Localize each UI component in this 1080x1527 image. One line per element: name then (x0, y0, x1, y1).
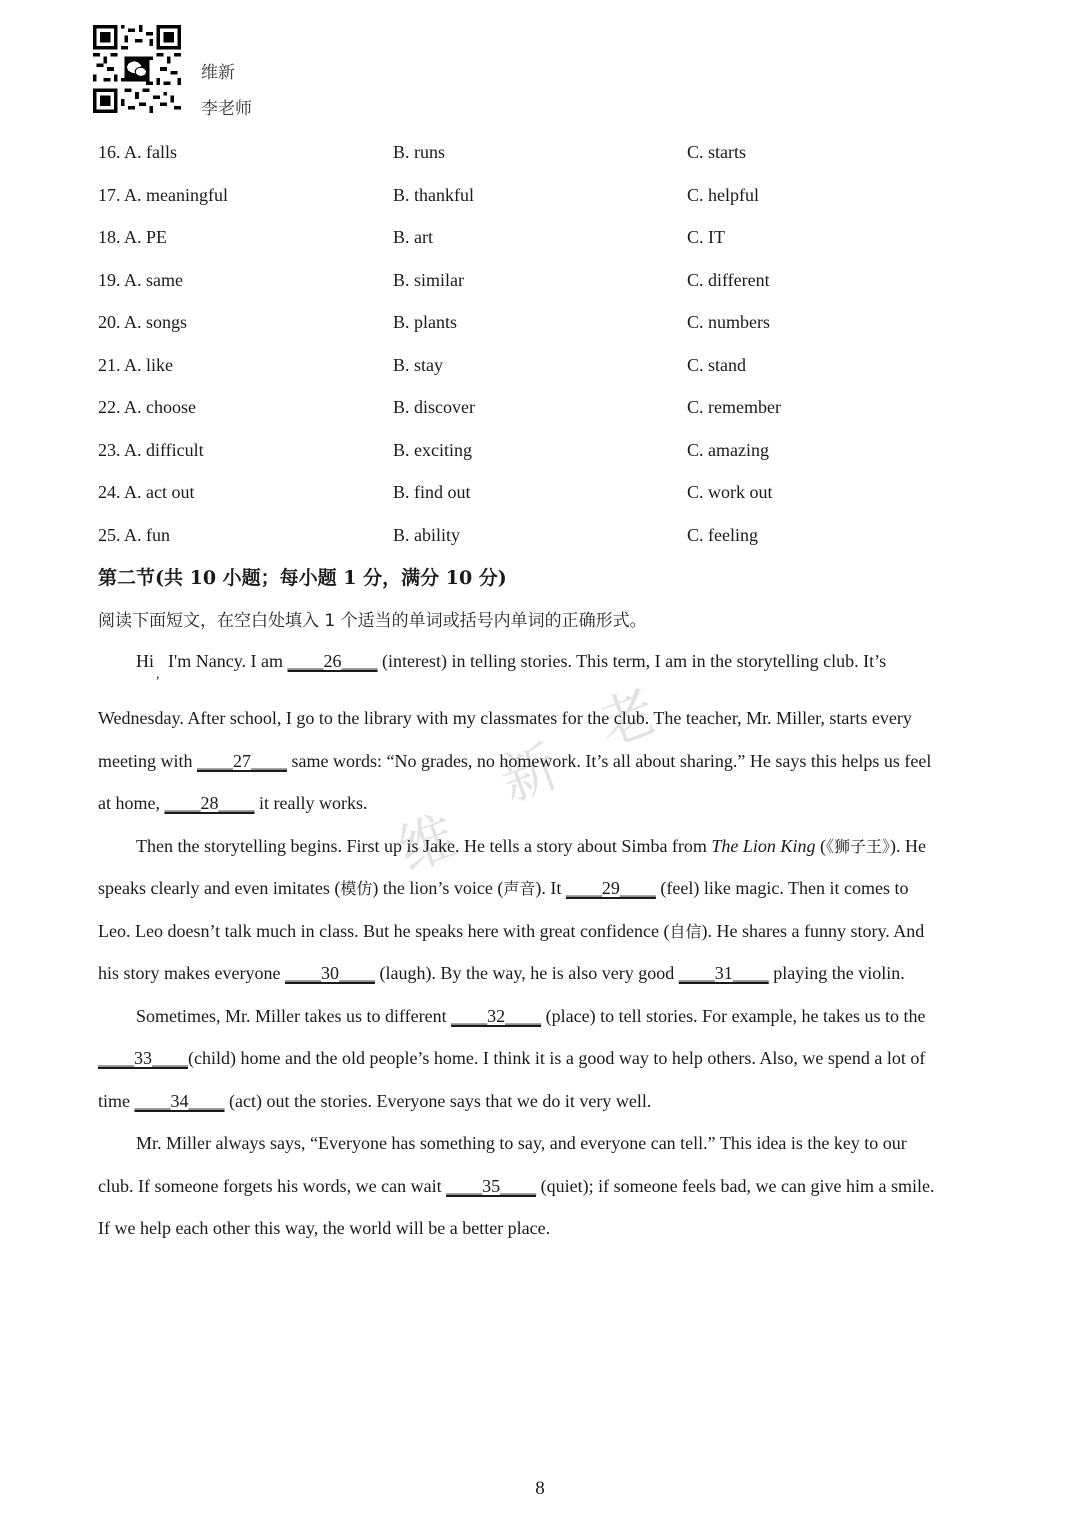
option-c: C. helpful (687, 184, 759, 205)
option-a: 16. A. falls (98, 142, 177, 162)
watermark-char: 维 (390, 804, 465, 885)
passage-line: If we help each other this way, the world will be a better place. (98, 1218, 551, 1238)
option-b: B. art (393, 227, 433, 247)
option-b: B. similar (393, 269, 464, 290)
blank-27: ____27____ (196, 751, 287, 771)
option-c: C. work out (687, 482, 773, 502)
option-row-18 (98, 223, 998, 266)
blank-34: ____34____ (134, 1091, 225, 1111)
blank-28: ____28____ (164, 793, 255, 813)
option-row-16 (98, 138, 998, 181)
watermark-char: 新 (492, 734, 567, 815)
option-b: B. find out (393, 482, 471, 502)
option-row-24 (98, 478, 998, 521)
passage-line: Then the storytelling begins. First up is Jake. He tells a story about Simba from The Lion King (《狮子王》). He (136, 836, 926, 856)
option-c: C. numbers (687, 312, 770, 332)
section-instruction: 阅读下面短文，在空白处填入 1 个适当的单词或括号内单词的正确形式。 (98, 611, 647, 631)
option-row-19 (98, 266, 998, 309)
option-b: B. runs (393, 142, 446, 162)
options-list (98, 138, 998, 563)
passage-line: at home, ____28____ it really works. (98, 793, 368, 813)
option-c: C. amazing (687, 439, 769, 460)
blank-35: ____35____ (446, 1176, 537, 1196)
option-row-21 (98, 351, 998, 394)
passage-line: time ____34____ (act) out the stories. Everyone says that we do it very well. (98, 1091, 652, 1111)
blank-29: ____29____ (565, 878, 656, 898)
option-a: 17. A. meaningful (98, 184, 228, 205)
passage-line: Sometimes, Mr. Miller takes us to different ____32____ (place) to tell stories. For example, he takes us to the (136, 1006, 926, 1026)
option-row-23 (98, 436, 998, 479)
watermark-char: 老 (590, 679, 665, 760)
passage-line: Hi I'm Nancy. I am ____26____ (interest) in telling stories. This term, I am in the storytelling club. It’s (136, 651, 887, 671)
passage-line: meeting with ____27____ same words: “No grades, no homework. It’s all about sharing.” He says this helps us feel (98, 751, 932, 771)
option-a: 23. A. difficult (98, 439, 204, 460)
blank-26: ____26____ (287, 651, 378, 671)
option-b: B. ability (393, 524, 460, 545)
option-a: 18. A. PE (98, 227, 168, 247)
option-b: B. thankful (393, 184, 474, 205)
brand-name: 维新 (201, 63, 235, 83)
passage-line: ____33____(child) home and the old people’s home. I think it is a good way to help others. Also, we spend a lot of (98, 1048, 926, 1068)
option-row-20 (98, 308, 998, 351)
option-b: B. plants (393, 312, 458, 332)
option-c: C. remember (687, 397, 781, 417)
option-row-22 (98, 393, 998, 436)
option-a: 20. A. songs (98, 312, 188, 332)
option-b: B. exciting (393, 439, 472, 460)
blank-31: ____31____ (678, 963, 769, 983)
page-header (93, 25, 293, 119)
stray-comma: , (156, 667, 160, 682)
option-c: C. different (687, 269, 770, 290)
qr-code (93, 25, 181, 113)
section-title: 第二节(共 10 小题；每小题 1 分，满分 10 分) (98, 567, 507, 589)
option-a: 21. A. like (98, 354, 173, 375)
option-a: 22. A. choose (98, 397, 196, 417)
passage-line: speaks clearly and even imitates (模仿) the lion’s voice (声音). It ____29____ (feel) like magic. Then it comes to (98, 878, 909, 898)
option-row-17 (98, 181, 998, 224)
option-a: 19. A. same (98, 269, 183, 290)
passage-line: Wednesday. After school, I go to the library with my classmates for the club. The teacher, Mr. Miller, starts every (98, 708, 912, 728)
passage-line: Mr. Miller always says, “Everyone has something to say, and everyone can tell.” This idea is the key to our (136, 1133, 907, 1153)
brand-teacher: 李老师 (201, 99, 252, 119)
blank-32: ____32____ (451, 1006, 542, 1026)
blank-30: ____30____ (284, 963, 375, 983)
option-c: C. starts (687, 142, 747, 162)
option-b: B. discover (393, 397, 475, 417)
option-a: 24. A. act out (98, 482, 195, 502)
passage-line: club. If someone forgets his words, we can wait ____35____ (quiet); if someone feels bad, we can give him a smile. (98, 1176, 935, 1196)
option-b: B. stay (393, 354, 444, 375)
passage-line: Leo. Leo doesn’t talk much in class. But he speaks here with great confidence (自信). He shares a funny story. And (98, 921, 925, 941)
option-c: C. IT (687, 227, 725, 247)
option-a: 25. A. fun (98, 524, 170, 545)
option-c: C. feeling (687, 524, 758, 545)
passage-line: his story makes everyone ____30____ (laugh). By the way, he is also very good ____31____ playing the violin. (98, 963, 905, 983)
page-number: 8 (535, 1478, 545, 1499)
option-row-25 (98, 521, 998, 564)
blank-33: ____33____ (98, 1048, 188, 1068)
option-c: C. stand (687, 354, 747, 375)
